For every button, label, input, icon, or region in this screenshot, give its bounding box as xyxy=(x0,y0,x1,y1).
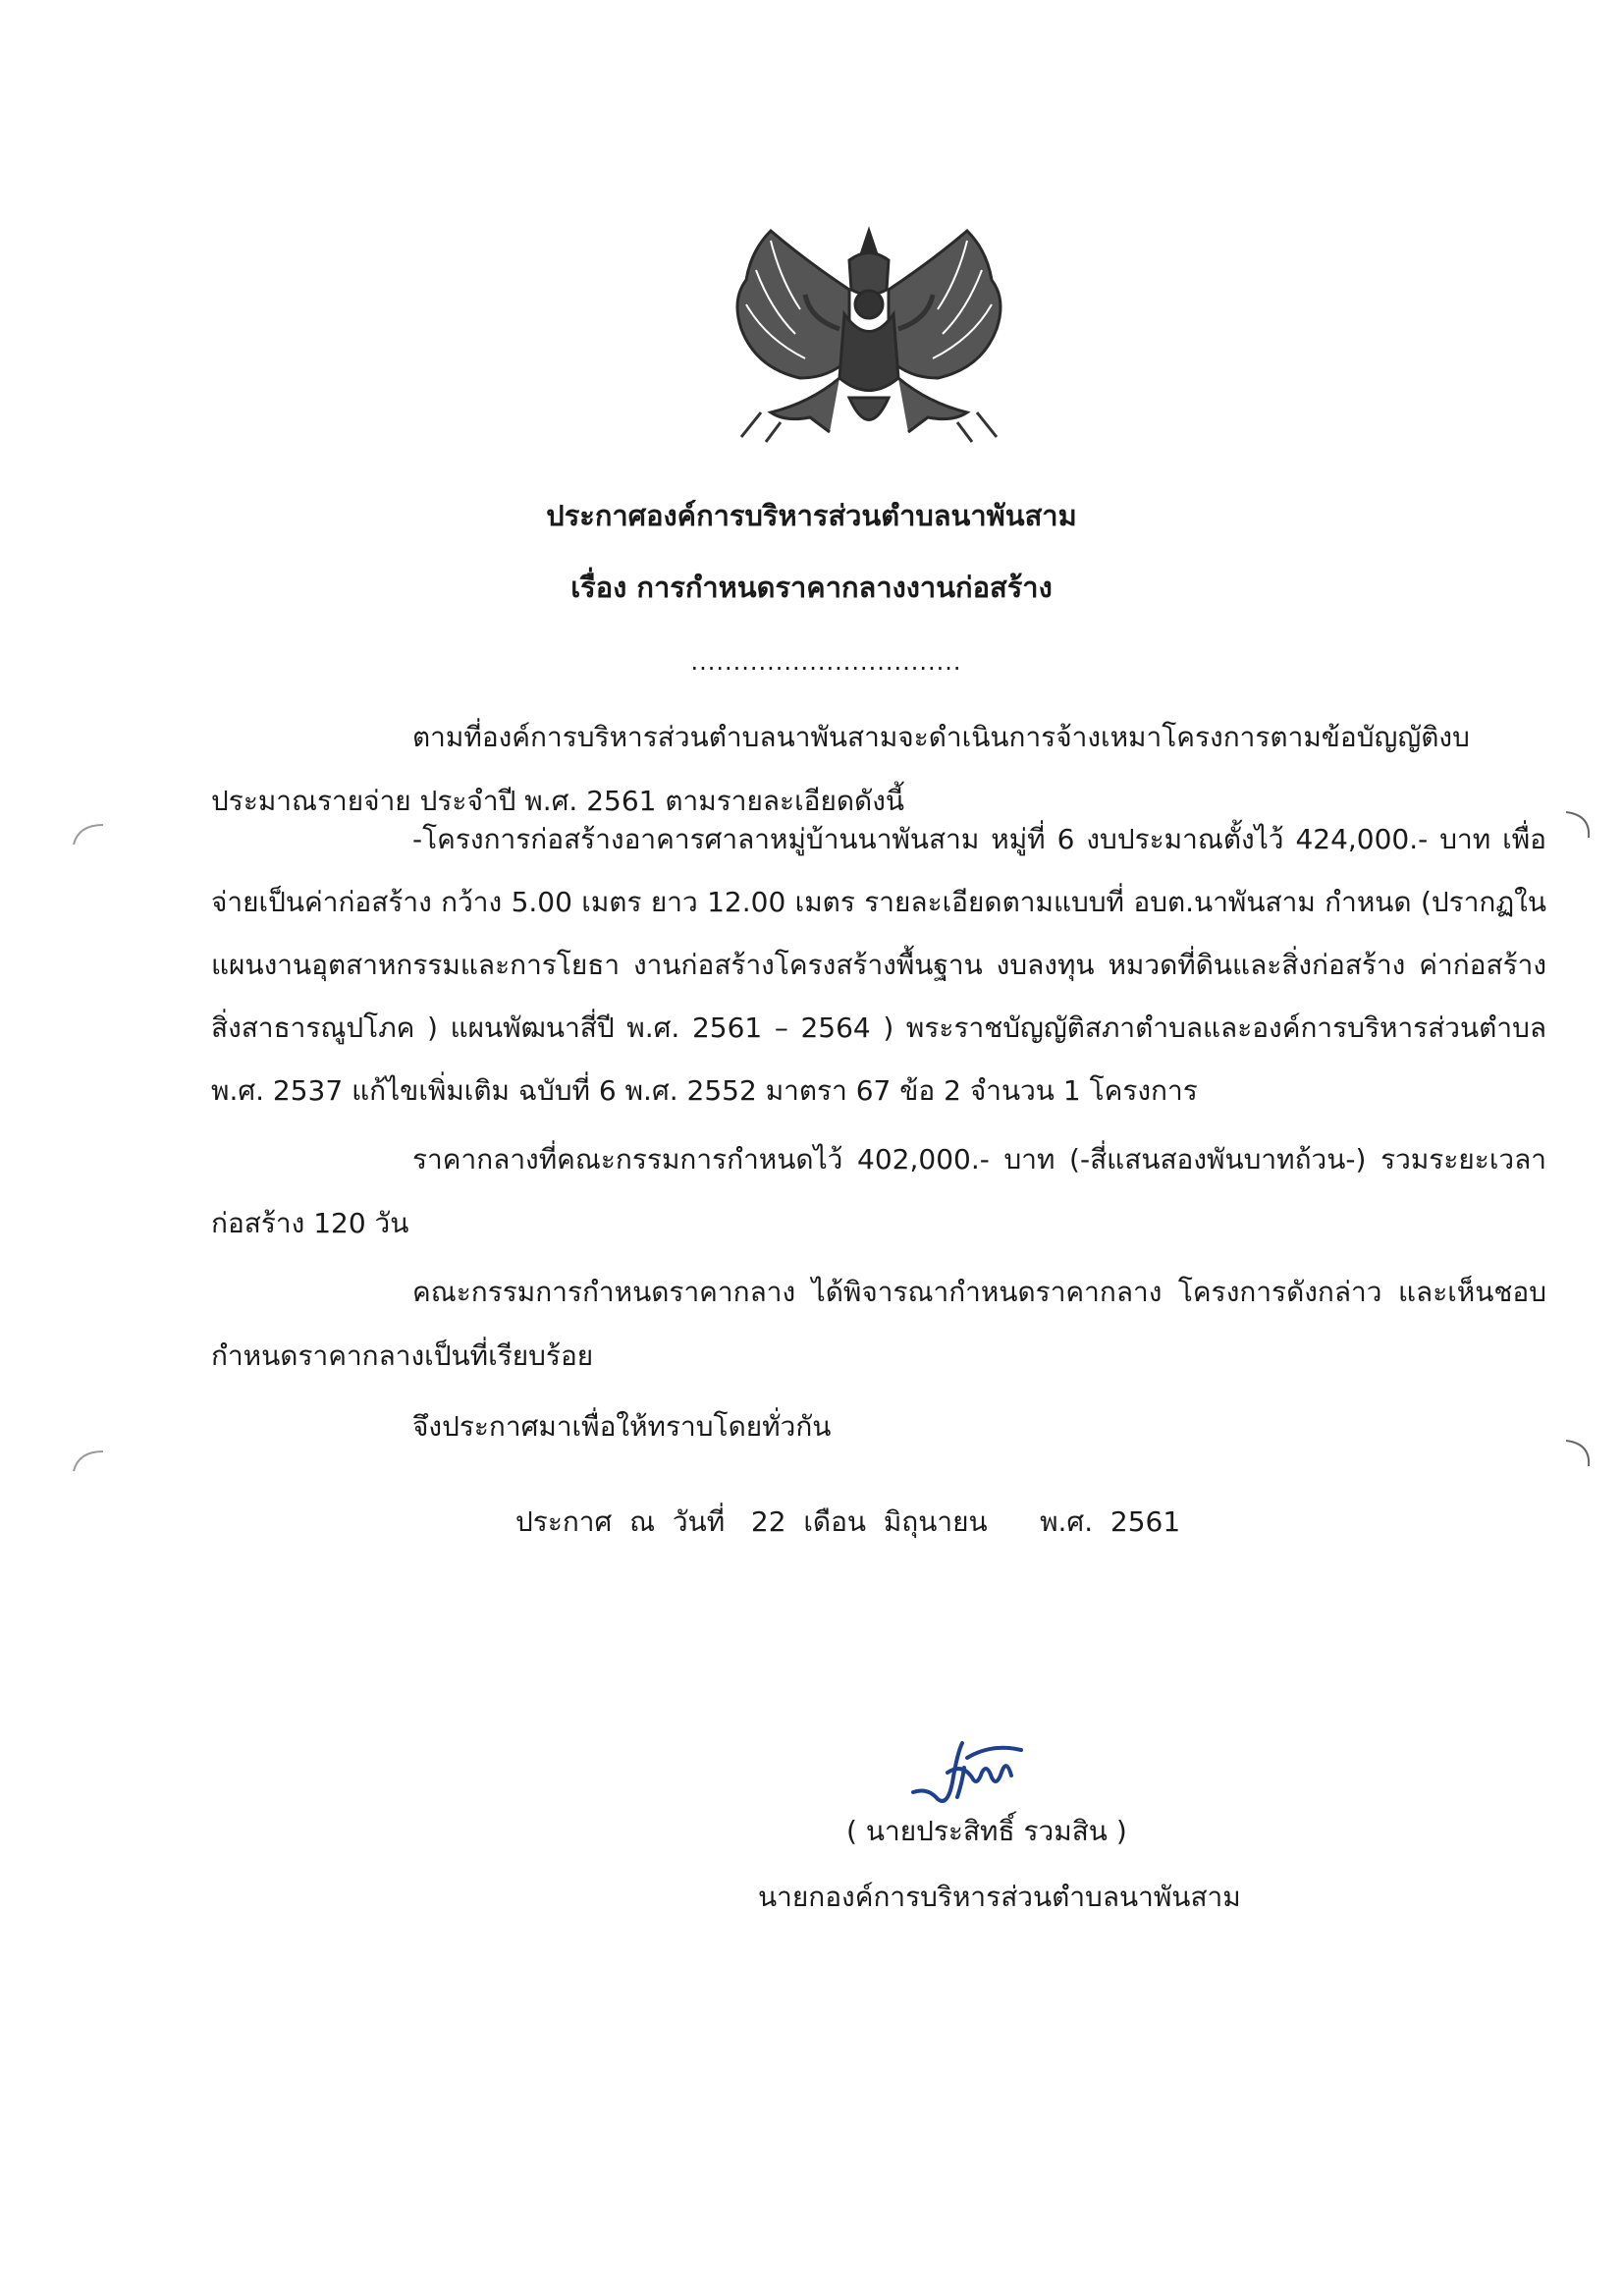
announcement-org-title: ประกาศองค์การบริหารส่วนตำบลนาพันสาม xyxy=(546,499,1077,532)
signatory-title: นายกองค์การบริหารส่วนตำบลนาพันสาม xyxy=(758,1881,1241,1913)
body-paragraph-2: -โครงการก่อสร้างอาคารศาลาหมู่บ้านนาพันสาม หมู่ที่ 6 งบประมาณตั้งไว้ 424,000.- บาท เพื่อจ่ายเป็นค่าก่อสร้าง กว้าง 5.00 เมตร ยาว 12.00 เมตร รายละเอียดตามแบบที่ อบต.นาพันสาม กำหนด (ปรากฏในแผนงานอุตสาหกรรมและการโยธา งานก่อสร้างโครงสร้างพื้นฐาน งบลงทุน หมวดที่ดินและสิ่งก่อสร้าง ค่าก่อสร้างสิ่งสาธารณูปโภค ) แผนพัฒนาสี่ปี พ.ศ. 2561 – 2564 ) พระราชบัญญัติสภาตำบลและองค์การบริหารส่วนตำบล พ.ศ. 2537 แก้ไขเพิ่มเติม ฉบับที่ 6 พ.ศ. 2552 มาตรา 67 ข้อ 2 จำนวน 1 โครงการ xyxy=(211,823,1546,1107)
body-paragraph-3: ราคากลางที่คณะกรรมการกำหนดไว้ 402,000.- บาท (-สี่แสนสองพันบาทถ้วน-) รวมระยะเวลาก่อสร้าง 120 วัน xyxy=(211,1143,1546,1239)
punch-hole-mark-icon xyxy=(1561,810,1600,840)
separator-dots: ................................ xyxy=(690,648,962,676)
body-paragraph-5: จึงประกาศมาเพื่อให้ทราบโดยทั่วกัน xyxy=(412,1410,832,1443)
punch-hole-mark-icon xyxy=(69,820,108,849)
punch-hole-mark-icon xyxy=(1561,1439,1600,1468)
signatory-name: ( นายประสิทธิ์ รวมสิน ) xyxy=(846,1815,1127,1847)
body-paragraph-4: คณะกรรมการกำหนดราคากลาง ได้พิจารณากำหนดราคากลาง โครงการดังกล่าว และเห็นชอบกำหนดราคากลางเป็นที่เรียบร้อย xyxy=(211,1276,1546,1372)
garuda-emblem-icon xyxy=(712,221,1026,447)
body-paragraph-1: ตามที่องค์การบริหารส่วนตำบลนาพันสามจะดำเนินการจ้างเหมาโครงการตามข้อบัญญัติงบประมาณรายจ่าย ประจำปี พ.ศ. 2561 ตามรายละเอียดดังนี้ xyxy=(211,721,1470,817)
handwritten-signature xyxy=(903,1728,1031,1817)
announcement-date: ประกาศ ณ วันที่ 22 เดือน มิถุนายน พ.ศ. 2561 xyxy=(515,1505,1181,1538)
punch-hole-mark-icon xyxy=(69,1447,108,1476)
announcement-subject: เรื่อง การกำหนดราคากลางงานก่อสร้าง xyxy=(570,571,1053,604)
